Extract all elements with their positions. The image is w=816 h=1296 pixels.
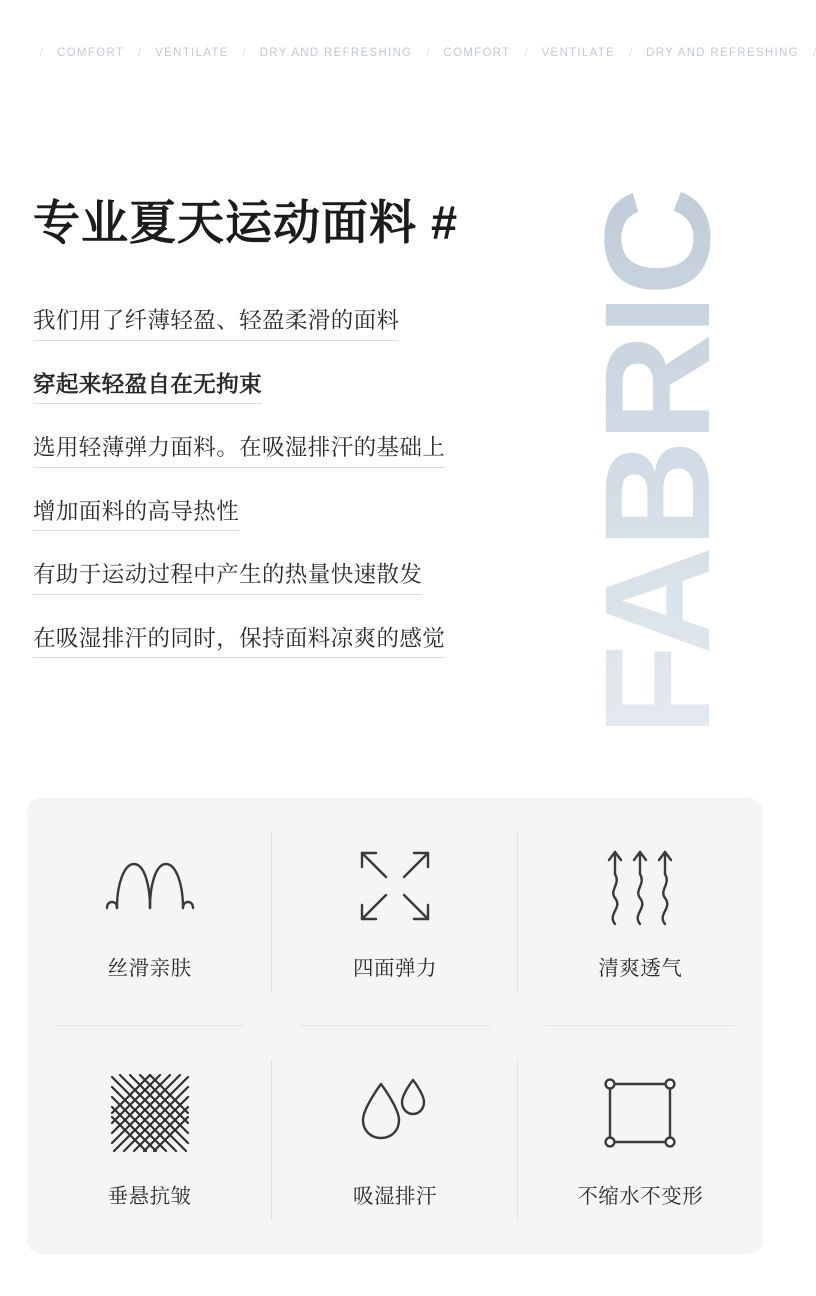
marquee-separator: /	[524, 47, 528, 59]
four-way-stretch-arrows-icon	[347, 843, 443, 929]
marquee-item-4: COMFORT	[443, 47, 511, 59]
description-line: 选用轻薄弹力面料。在吸湿排汗的基础上	[33, 437, 445, 468]
feature-item-moisture	[272, 1026, 517, 1254]
feature-grid	[27, 798, 763, 1254]
description-line: 穿起来轻盈自在无拘束	[33, 374, 262, 405]
marquee-strip	[0, 40, 816, 66]
description-line: 在吸湿排汗的同时，保持面料凉爽的感觉	[33, 628, 445, 659]
marquee-item-1: COMFORT	[57, 47, 125, 59]
feature-item-breathable	[518, 798, 763, 1026]
moisture-wicking-droplets-icon	[347, 1071, 443, 1157]
feature-label: 丝滑亲肤	[107, 957, 192, 980]
marquee-item-6: DRY AND REFRESHING	[646, 47, 799, 59]
feature-item-silky	[27, 798, 272, 1026]
feature-label: 吸湿排汗	[352, 1185, 437, 1208]
description-block	[33, 310, 633, 691]
marquee-item-5: VENTILATE	[541, 47, 616, 59]
wrinkle-resistant-weave-icon	[102, 1071, 198, 1157]
marquee-separator: /	[426, 47, 430, 59]
marquee-separator: /	[40, 47, 44, 59]
marquee-item-3: DRY AND REFRESHING	[259, 47, 413, 59]
marquee-separator: /	[138, 47, 142, 59]
marquee-separator: /	[812, 47, 816, 59]
feature-item-stretch	[272, 798, 517, 1026]
feature-label: 不缩水不变形	[577, 1185, 704, 1208]
feature-label: 清爽透气	[598, 957, 683, 980]
description-line: 我们用了纤薄轻盈、轻盈柔滑的面料	[33, 310, 399, 341]
page-title: 专业夏天运动面料 #	[33, 196, 459, 249]
description-line: 有助于运动过程中产生的热量快速散发	[33, 564, 422, 595]
feature-label: 垂悬抗皱	[107, 1185, 192, 1208]
breathable-airflow-icon	[592, 843, 688, 929]
marquee-item-2: VENTILATE	[155, 47, 229, 59]
marquee-separator: /	[242, 47, 246, 59]
feature-label: 四面弹力	[352, 957, 437, 980]
feature-item-wrinkle	[27, 1026, 272, 1254]
silky-waves-icon	[102, 843, 198, 929]
description-line: 增加面料的高导热性	[33, 501, 239, 532]
marquee-separator: /	[629, 47, 633, 59]
no-shrink-square-icon	[592, 1071, 688, 1157]
fabric-watermark: FABRIC	[586, 96, 796, 736]
feature-item-no-shrink	[518, 1026, 763, 1254]
